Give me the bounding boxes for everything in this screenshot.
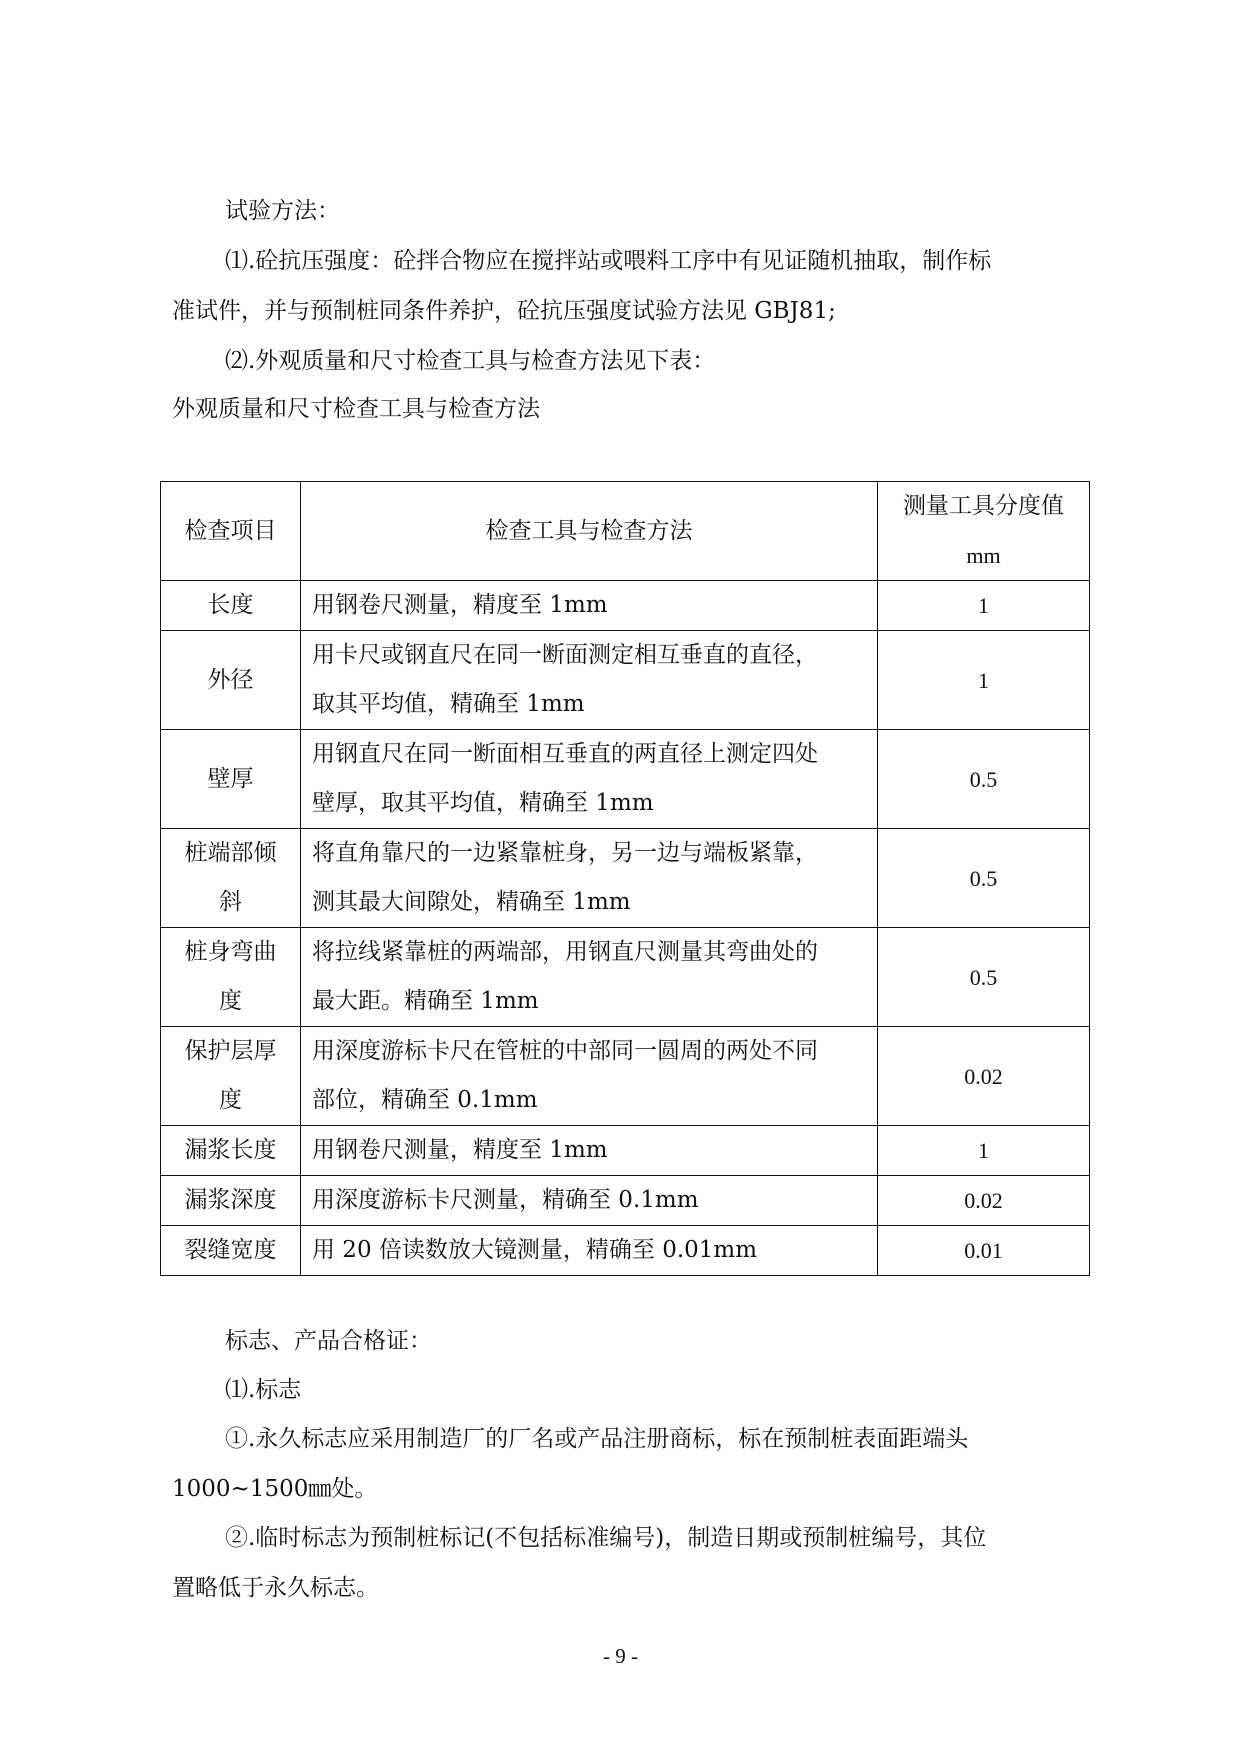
row-method: 将直角靠尺的一边紧靠桩身，另一边与端板紧靠， 测其最大间隙处，精确至 1mm bbox=[301, 829, 878, 928]
row-method: 用钢卷尺测量，精度至 1mm bbox=[301, 1126, 878, 1176]
inspection-table bbox=[160, 481, 1090, 1276]
paragraph-temporary-mark: ②.临时标志为预制桩标记(不包括标准编号)，制造日期或预制桩编号，其位 bbox=[225, 1525, 987, 1551]
table-row bbox=[161, 1176, 1090, 1226]
row-method: 将拉线紧靠桩的两端部，用钢直尺测量其弯曲处的 最大距。精确至 1mm bbox=[301, 928, 878, 1027]
paragraph-marking-sub: ⑴.标志 bbox=[225, 1377, 302, 1403]
table-row bbox=[161, 631, 1090, 730]
row-item: 桩身弯曲 度 bbox=[161, 928, 301, 1027]
row-item: 壁厚 bbox=[161, 730, 301, 829]
row-method: 用深度游标卡尺测量，精确至 0.1mm bbox=[301, 1176, 878, 1226]
row-value: 0.5 bbox=[878, 730, 1090, 829]
row-value: 1 bbox=[878, 631, 1090, 730]
row-value: 0.01 bbox=[878, 1226, 1090, 1276]
paragraph-permanent-mark-cont: 1000~1500㎜处。 bbox=[172, 1476, 378, 1502]
table-header-row bbox=[161, 482, 1090, 581]
row-item: 保护层厚 度 bbox=[161, 1027, 301, 1126]
page-number: - 9 - bbox=[603, 1644, 638, 1668]
table-row bbox=[161, 928, 1090, 1027]
paragraph-permanent-mark: ①.永久标志应采用制造厂的厂名或产品注册商标，标在预制桩表面距端头 bbox=[225, 1426, 969, 1452]
row-method: 用钢卷尺测量，精度至 1mm bbox=[301, 581, 878, 631]
header-division: 测量工具分度值 mm bbox=[878, 482, 1090, 581]
row-item: 外径 bbox=[161, 631, 301, 730]
row-method: 用 20 倍读数放大镜测量，精确至 0.01mm bbox=[301, 1226, 878, 1276]
row-method: 用钢直尺在同一断面相互垂直的两直径上测定四处 壁厚，取其平均值，精确至 1mm bbox=[301, 730, 878, 829]
table-row bbox=[161, 730, 1090, 829]
table-row bbox=[161, 581, 1090, 631]
paragraph-appearance-intro: ⑵.外观质量和尺寸检查工具与检查方法见下表： bbox=[225, 348, 716, 374]
table-row bbox=[161, 1226, 1090, 1276]
row-item: 漏浆深度 bbox=[161, 1176, 301, 1226]
row-item: 漏浆长度 bbox=[161, 1126, 301, 1176]
table-row bbox=[161, 1126, 1090, 1176]
row-method: 用卡尺或钢直尺在同一断面测定相互垂直的直径， 取其平均值，精确至 1mm bbox=[301, 631, 878, 730]
table-caption: 外观质量和尺寸检查工具与检查方法 bbox=[172, 396, 540, 422]
row-value: 0.02 bbox=[878, 1176, 1090, 1226]
table-row bbox=[161, 1027, 1090, 1126]
row-method: 用深度游标卡尺在管桩的中部同一圆周的两处不同 部位，精确至 0.1mm bbox=[301, 1027, 878, 1126]
paragraph-concrete-strength: ⑴.砼抗压强度：砼拌合物应在搅拌站或喂料工序中有见证随机抽取，制作标 bbox=[225, 248, 992, 274]
row-item: 桩端部倾 斜 bbox=[161, 829, 301, 928]
row-item: 裂缝宽度 bbox=[161, 1226, 301, 1276]
row-item: 长度 bbox=[161, 581, 301, 631]
paragraph-test-method-heading: 试验方法： bbox=[225, 198, 340, 224]
row-value: 0.02 bbox=[878, 1027, 1090, 1126]
header-method: 检查工具与检查方法 bbox=[301, 482, 878, 581]
row-value: 1 bbox=[878, 581, 1090, 631]
paragraph-marking-heading: 标志、产品合格证： bbox=[225, 1328, 432, 1354]
row-value: 1 bbox=[878, 1126, 1090, 1176]
row-value: 0.5 bbox=[878, 829, 1090, 928]
paragraph-temporary-mark-cont: 置略低于永久标志。 bbox=[172, 1575, 379, 1601]
row-value: 0.5 bbox=[878, 928, 1090, 1027]
table-row bbox=[161, 829, 1090, 928]
header-item: 检查项目 bbox=[161, 482, 301, 581]
paragraph-concrete-strength-cont: 准试件，并与预制桩同条件养护，砼抗压强度试验方法见 GBJ81; bbox=[172, 298, 836, 324]
